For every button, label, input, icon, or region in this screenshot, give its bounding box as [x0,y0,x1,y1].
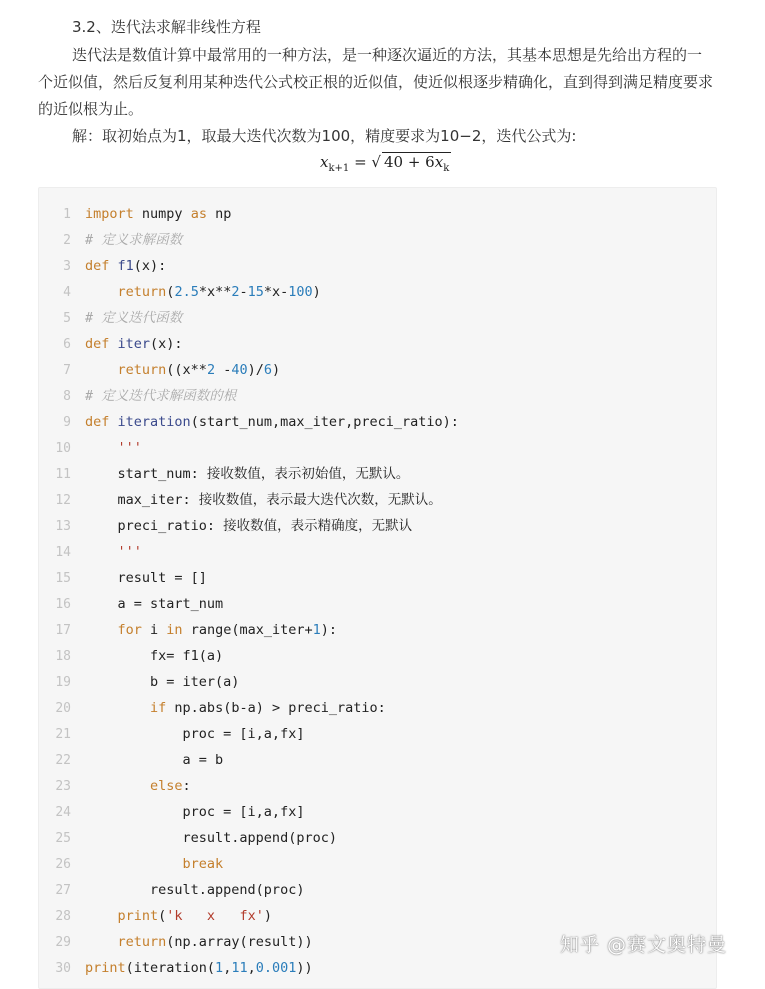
formula-equals: = [354,153,367,171]
code-line [39,409,459,435]
code-text: proc = [i,a,fx] [85,726,305,742]
code-text: b = iter(a) [85,674,240,690]
code-text: return((x**2 -40)/6) [117,362,281,378]
code-line [39,253,166,279]
code-line [39,357,280,383]
paragraph-line-3: 的近似根为止。 [38,100,144,118]
code-text: result = [] [85,570,207,586]
line-number: 16 [55,597,71,612]
line-number: 30 [55,961,71,976]
code-text: a = start_num [85,596,224,612]
sqrt-sign: √ [371,153,381,171]
formula-radicand-var: x [434,153,444,171]
code-text: print(iteration(1,11,0.001)) [85,960,313,976]
formula-lhs-var: x [320,153,329,171]
line-number: 26 [55,857,71,872]
code-line [39,591,223,617]
code-line [39,383,236,409]
code-text: a = b [85,752,224,768]
code-line [39,513,412,539]
code-line [39,279,321,305]
code-line [39,487,442,513]
line-number: 18 [55,649,71,664]
code-line [39,435,142,461]
code-line [39,201,231,227]
code-text: proc = [i,a,fx] [85,804,305,820]
line-number: 25 [55,831,71,846]
code-text: # 定义求解函数 [85,232,183,248]
code-line [39,643,223,669]
code-text: preci_ratio: 接收数值，表示精确度，无默认 [85,518,413,534]
code-line [39,799,304,825]
line-number: 24 [55,805,71,820]
code-text: for i in range(max_iter+1): [117,622,338,638]
code-line [39,461,409,487]
code-line [39,539,142,565]
line-number: 15 [55,571,71,586]
code-line [39,669,239,695]
code-text: if np.abs(b-a) > preci_ratio: [150,700,386,716]
code-text: print('k x fx') [117,908,272,924]
line-number: 2 [63,233,71,248]
line-number: 29 [55,935,71,950]
line-number: 14 [55,545,71,560]
code-line [39,227,182,253]
code-line [39,747,223,773]
code-line [39,877,304,903]
paragraph-line-1: 迭代法是数值计算中最常用的一种方法，是一种逐次逼近的方法，其基本思想是先给出方程的一 [72,46,703,64]
line-number: 4 [63,285,71,300]
formula-lhs-sub: k+1 [328,163,350,174]
line-number: 13 [55,519,71,534]
code-text: def f1(x): [85,258,167,274]
formula-radicand-sub: k [443,163,450,174]
code-line [39,617,337,643]
line-number: 17 [55,623,71,638]
code-text: def iter(x): [85,336,183,352]
code-text: ''' [117,544,142,560]
code-line [39,851,223,877]
line-number: 1 [63,207,71,222]
line-number: 5 [63,311,71,326]
code-line [39,721,304,747]
line-number: 9 [63,415,71,430]
line-number: 28 [55,909,71,924]
code-text: max_iter: 接收数值，表示最大迭代次数，无默认。 [85,492,442,508]
code-line [39,825,337,851]
code-line [39,305,182,331]
line-number: 22 [55,753,71,768]
code-text: import numpy as np [85,206,232,222]
line-number: 11 [55,467,71,482]
watermark: 知乎 @赛文奥特曼 [560,934,728,956]
code-text: start_num: 接收数值，表示初始值，无默认。 [85,466,410,482]
line-number: 3 [63,259,71,274]
code-text: def iteration(start_num,max_iter,preci_ratio): [85,414,459,430]
code-text: return(np.array(result)) [117,934,313,950]
code-text: # 定义迭代函数 [85,310,183,326]
code-line [39,773,191,799]
code-text: result.append(proc) [85,830,337,846]
line-number: 6 [63,337,71,352]
code-text: ''' [117,440,142,456]
line-number: 10 [55,441,71,456]
formula-radicand-num: 40 + 6 [383,153,435,171]
code-line [39,331,183,357]
line-number: 27 [55,883,71,898]
solution-paragraph: 解：取初始点为1，取最大迭代次数为100，精度要求为10−2，迭代公式为: [72,127,577,145]
line-number: 21 [55,727,71,742]
code-text: fx= f1(a) [85,648,224,664]
code-line [39,903,272,929]
code-text: break [182,856,224,872]
iteration-formula [320,152,451,174]
code-line [39,565,207,591]
code-text: return(2.5*x**2-15*x-100) [117,284,321,300]
formula-radicand [382,152,451,174]
line-number: 20 [55,701,71,716]
code-line [39,695,386,721]
code-text: else: [150,778,191,794]
line-number: 23 [55,779,71,794]
paragraph-line-2: 个近似值，然后反复利用某种迭代公式校正根的近似值，使近似根逐步精确化，直到得到满足精度要求 [38,73,714,91]
line-number: 7 [63,363,71,378]
line-number: 19 [55,675,71,690]
code-line [39,955,313,981]
line-number: 8 [63,389,71,404]
line-number: 12 [55,493,71,508]
code-text: # 定义迭代求解函数的根 [85,388,237,404]
section-title: 3.2、迭代法求解非线性方程 [72,18,261,36]
code-text: result.append(proc) [85,882,305,898]
code-line [39,929,313,955]
code-block [38,187,717,989]
